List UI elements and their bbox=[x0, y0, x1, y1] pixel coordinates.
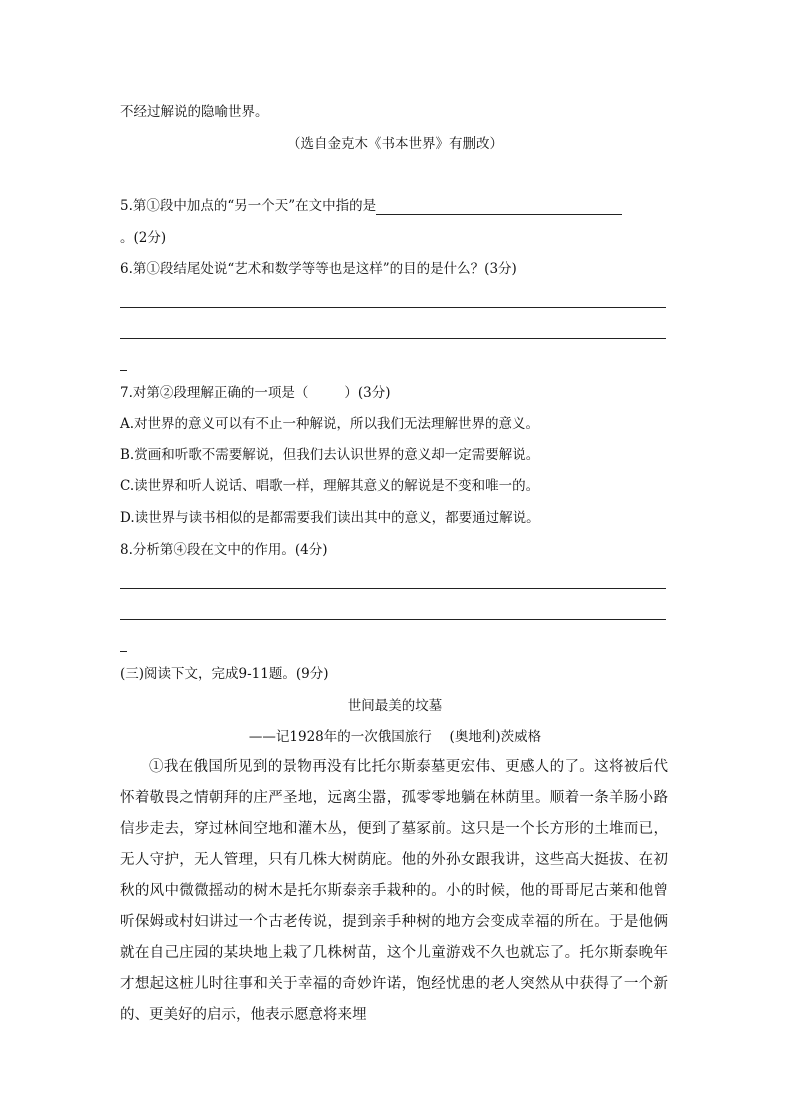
answer-line[interactable] bbox=[120, 338, 666, 339]
section-header: (三)阅读下文，完成9-11题。(9分) bbox=[120, 666, 329, 682]
article-title: 世间最美的坟墓 bbox=[347, 698, 443, 714]
option-c: C.读世界和听人说话、唱歌一样，理解其意义的解说是不变和唯一的。 bbox=[120, 478, 540, 494]
question-7 bbox=[120, 384, 391, 402]
answer-blank[interactable] bbox=[376, 199, 622, 215]
question-6: 6.第①段结尾处说“艺术和数学等等也是这样”的目的是什么？(3分) bbox=[120, 261, 517, 277]
article-subtitle: ——记1928年的一次俄国旅行 (奥地利)茨威格 bbox=[248, 729, 542, 745]
question-5 bbox=[120, 197, 622, 215]
question-7-stem: 7.对第②段理解正确的一项是（ bbox=[120, 385, 309, 401]
article-paragraph: ①我在俄国所见到的景物再没有比托尔斯泰墓更宏伟、更感人的了。这将被后代怀着敬畏之情朝拜的庄严圣地，远离尘嚣，孤零零地躺在林荫里。顺着一条羊肠小路信步走去，穿过林间空地和灌木丛，便到了墓冢前。这只是一个长方形的土堆而已，无人守护，无人管理，只有几株大树荫庇。他的外孙女跟我讲，这些高大挺拔、在初秋的风中微微摇动的树木是托尔斯泰亲手栽种的。小的时候，他的哥哥尼古莱和他曾听保姆或村妇讲过一个古老传说，提到亲手种树的地方会变成幸福的所在。于是他俩就在自己庄园的某块地上栽了几株树苗，这个儿童游戏不久也就忘了。托尔斯泰晚年才想起这桩儿时往事和关于幸福的奇妙许诺，饱经忧患的老人突然从中获得了一个新的、更美好的启示，他表示愿意将来埋 bbox=[120, 759, 668, 1023]
question-7-score: ）(3分) bbox=[344, 385, 391, 401]
answer-line[interactable] bbox=[120, 307, 666, 308]
question-8: 8.分析第④段在文中的作用。(4分) bbox=[120, 542, 328, 558]
article-body bbox=[120, 752, 668, 1031]
option-d: D.读世界与读书相似的是都需要我们读出其中的意义，都要通过解说。 bbox=[120, 510, 540, 526]
question-5-score: 。(2分) bbox=[120, 230, 167, 246]
intro-line: 不经过解说的隐喻世界。 bbox=[120, 104, 269, 120]
answer-line[interactable] bbox=[120, 588, 666, 589]
question-5-text: 5.第①段中加点的“另一个天”在文中指的是 bbox=[120, 198, 377, 214]
answer-dash bbox=[120, 651, 127, 652]
answer-dash bbox=[120, 370, 127, 371]
option-a: A.对世界的意义可以有不止一种解说，所以我们无法理解世界的意义。 bbox=[120, 416, 540, 432]
source-citation: （选自金克木《书本世界》有删改） bbox=[287, 136, 503, 152]
answer-line[interactable] bbox=[120, 619, 666, 620]
option-b: B.赏画和听歌不需要解说，但我们去认识世界的意义却一定需要解说。 bbox=[120, 447, 540, 463]
